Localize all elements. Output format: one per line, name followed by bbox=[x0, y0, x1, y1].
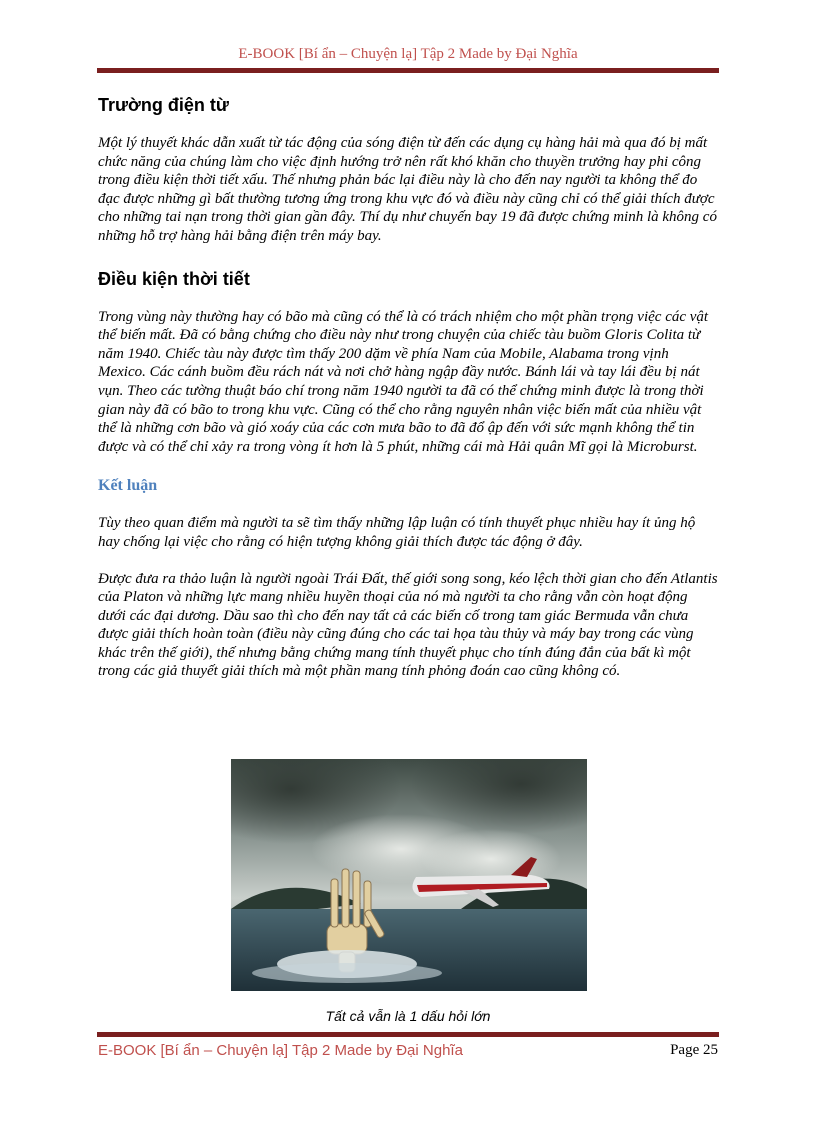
page-number: Page 25 bbox=[670, 1042, 718, 1058]
section-heading-electromagnetic: Trường điện từ bbox=[98, 95, 229, 115]
paragraph-weather: Trong vùng này thường hay có bão mà cũng có thể là có trách nhiệm cho một phần trọng việc các vật thể biến mất. Đã có bằng chứng cho điều này như trong chuyện của chiếc tàu buồm Gloris Colita từ năm 1940. Chiếc tàu này được tìm thấy 200 dặm về phía Nam của Mobile, Alabama trong vịnh Mexico. Các cánh buồm đều rách nát và nơi chở hàng ngập đầy nước. Bánh lái và tay lái đều bị nát vụn. Theo các tường thuật báo chí trong năm 1940 người ta đã có thể chứng minh được là trong thời gian này đã có bão to trong khu vực. Cũng có thể cho rằng nguyên nhân việc biến mất của nhiều vật thể là những cơn bão và gió xoáy của các cơn mưa bão to đã đổ ập đến với sức mạnh không thể tin được và có thể chỉ xảy ra trong vòng ít hơn là 5 phút, những cái mà Hải quân Mĩ gọi là Microburst. bbox=[98, 308, 709, 455]
bermuda-illustration bbox=[231, 759, 587, 991]
page-content bbox=[98, 94, 718, 681]
figure-caption: Tất cả vẫn là 1 dấu hỏi lớn bbox=[325, 1008, 491, 1024]
paragraph-conclusion-2: Được đưa ra thảo luận là người ngoài Trái Đất, thế giới song song, kéo lệch thời gian cho đến Atlantis của Platon và những lực mang nhiều huyền thoại của nó mà người ta cho rằng vẫn còn hoạt động dưới các đại dương. Dầu sao thì cho đến nay tất cả các biến cố trong tam giác Bermuda vẫn chưa được giải thích hoàn toàn (điều này cũng đúng cho các tai họa tàu thủy và máy bay trong các vùng khác trên thế giới), thế nhưng bằng chứng mang tính thuyết phục cho tính đúng đắn của bất kì một trong các giả thuyết giải thích mà một phần mang tính phỏng đoán cao cũng không có. bbox=[98, 570, 718, 680]
section-heading-conclusion: Kết luận bbox=[98, 477, 158, 495]
footer-title: E-BOOK [Bí ẩn – Chuyện lạ] Tập 2 Made by Đại Nghĩa bbox=[98, 1042, 463, 1059]
section-heading-weather: Điều kiện thời tiết bbox=[98, 268, 250, 289]
footer-rule bbox=[97, 1032, 719, 1037]
paragraph-electromagnetic: Một lý thuyết khác dẫn xuất từ tác động của sóng điện từ đến các dụng cụ hàng hải mà qua đó bị mất chức năng của chúng làm cho việc định hướng trở nên rất khó khăn cho thuyền trưởng hay phi công trong điều kiện thời tiết xấu. Thế nhưng phản bác lại điều này là cho đến nay người ta không thể đo đạc được những gì bất thường tương ứng trong khu vực đó và điều này cũng chỉ có thể giải thích được cho những tai nạn trong thời gian gần đây. Thí dụ như chuyến bay 19 đã được chứng minh là không có những hỗ trợ hàng hải bằng điện trên máy bay. bbox=[98, 135, 717, 244]
header-rule bbox=[97, 68, 719, 73]
paragraph-conclusion-1: Tùy theo quan điểm mà người ta sẽ tìm thấy những lập luận có tính thuyết phục nhiều hay ít ủng hộ hay chống lại việc cho rằng có hiện tượng không giải thích được tác động ở đây. bbox=[98, 515, 696, 550]
page-header: E-BOOK [Bí ẩn – Chuyện lạ] Tập 2 Made by Đại Nghĩa bbox=[238, 46, 578, 62]
